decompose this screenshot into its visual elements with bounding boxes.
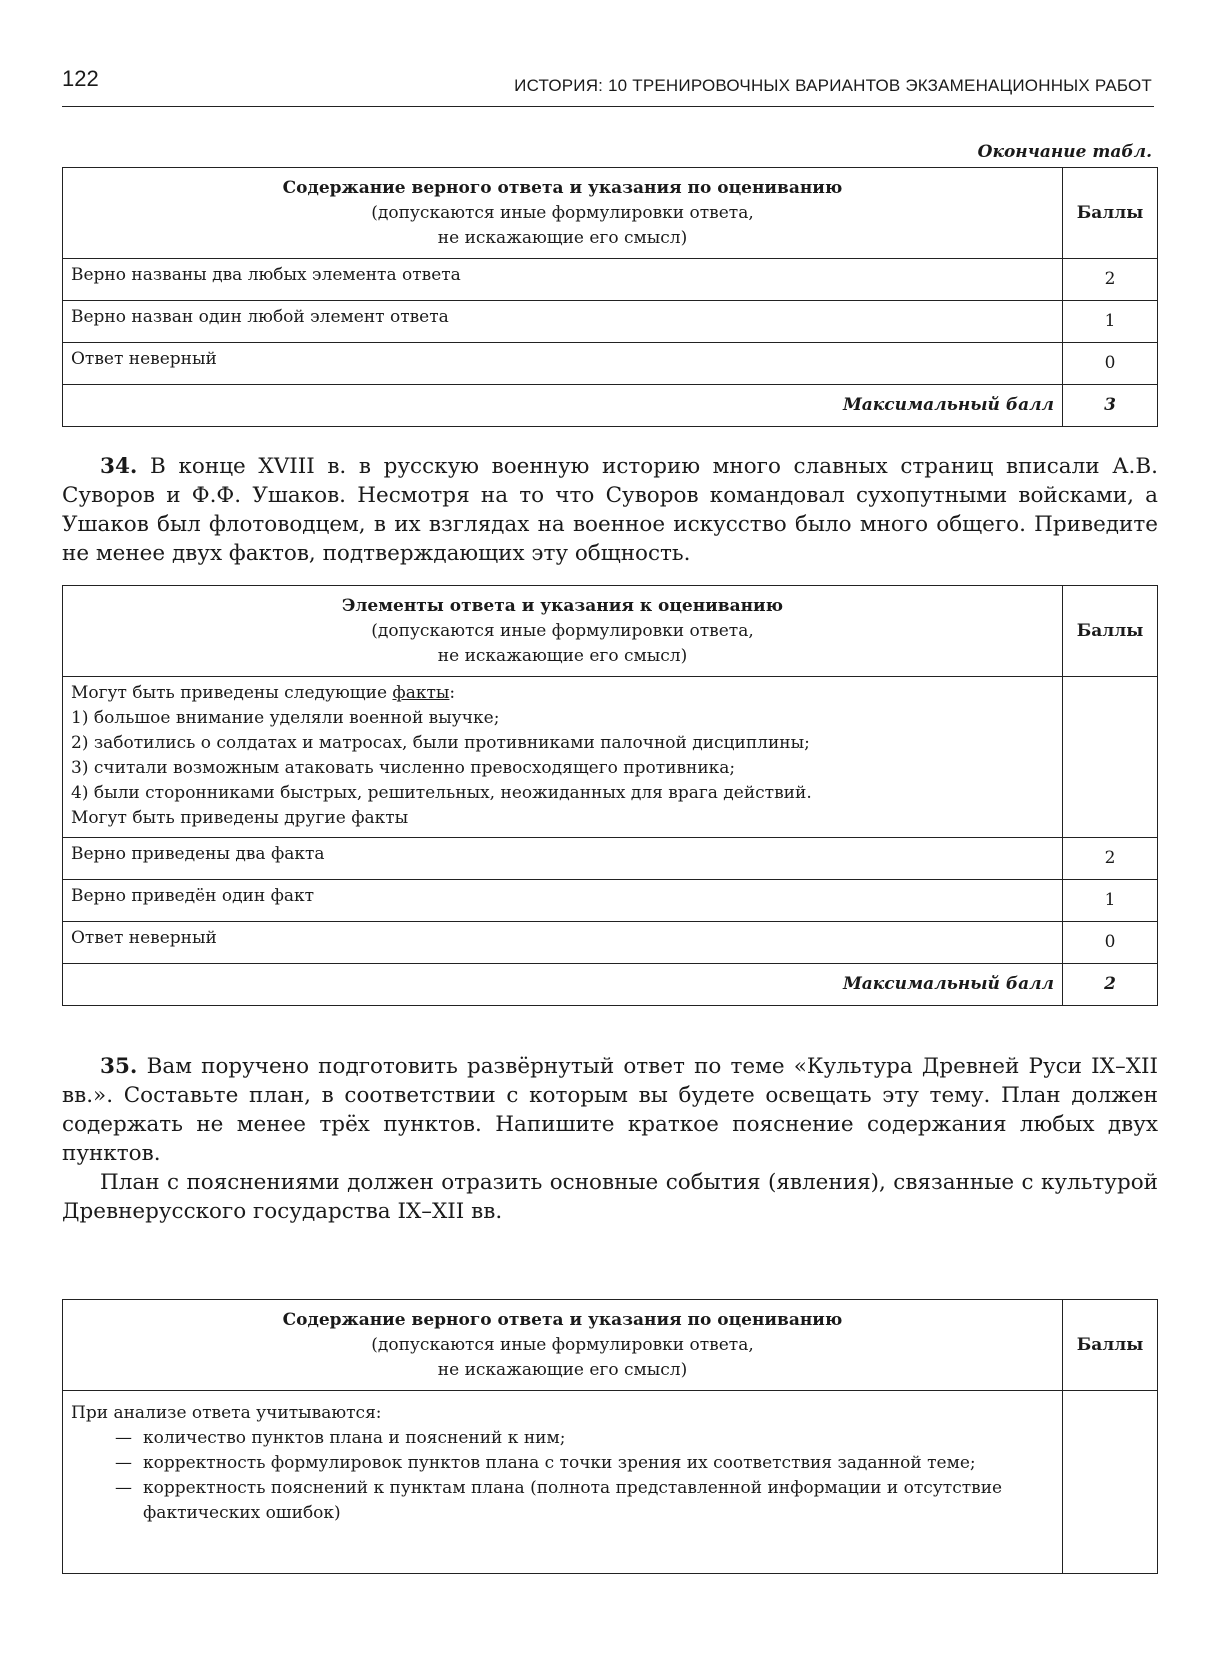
max-score-row — [63, 964, 1158, 1006]
answer-intro — [71, 681, 1054, 706]
header-line-1: Элементы ответа и указания к оцениванию — [341, 595, 784, 616]
points-cell-empty — [1063, 677, 1158, 838]
answer-elements-row — [63, 677, 1158, 838]
points-cell-empty — [1063, 1391, 1158, 1574]
answer-elements-cell — [63, 677, 1063, 838]
answer-outro: Могут быть приведены другие факты — [71, 808, 409, 828]
grading-table-33 — [62, 167, 1158, 427]
criteria-header — [63, 168, 1063, 259]
header-line-3: не искажающие его смысл) — [437, 227, 688, 248]
task-35-text-2: План с пояснениями должен отразить основные события (явления), связанные с культурой Древнерусского государства IX–XII вв. — [62, 1170, 1158, 1224]
points-header: Баллы — [1063, 168, 1158, 259]
max-score-label: Максимальный балл — [63, 385, 1063, 427]
table-row — [63, 301, 1158, 343]
answer-item: 4) были сторонниками быстрых, решительных, неожиданных для врага действий. — [71, 783, 812, 803]
list-item: — корректность пояснений к пунктам плана (полнота представленной информации и отсутствие фактических ошибок) — [115, 1476, 1054, 1526]
points-header: Баллы — [1063, 586, 1158, 677]
max-score-row — [63, 385, 1158, 427]
task-35 — [62, 1052, 1158, 1226]
points-cell: 0 — [1063, 922, 1158, 964]
points-cell: 2 — [1063, 838, 1158, 880]
grading-table-35 — [62, 1299, 1158, 1574]
analysis-list — [71, 1426, 1054, 1526]
criteria-header — [63, 1300, 1063, 1391]
task-number: 34. — [100, 454, 138, 479]
criterion-cell: Ответ неверный — [63, 922, 1063, 964]
points-header: Баллы — [1063, 1300, 1158, 1391]
intro-underlined: факты — [392, 683, 450, 703]
criteria-header — [63, 586, 1063, 677]
task-35-text — [62, 1052, 1158, 1168]
page-number: 122 — [62, 66, 99, 91]
running-title: ИСТОРИЯ: 10 ТРЕНИРОВОЧНЫХ ВАРИАНТОВ ЭКЗАМЕНАЦИОННЫХ РАБОТ — [514, 76, 1152, 95]
criterion-cell: Верно приведены два факта — [63, 838, 1063, 880]
table-row — [63, 922, 1158, 964]
header-line-1: Содержание верного ответа и указания по оцениванию — [282, 177, 843, 198]
criterion-cell: Ответ неверный — [63, 343, 1063, 385]
header-line-2: (допускаются иные формулировки ответа, — [371, 1334, 754, 1355]
answer-item: 2) заботились о солдатах и матросах, были противниками палочной дисциплины; — [71, 733, 810, 753]
analysis-intro: При анализе ответа учитываются: — [71, 1403, 382, 1423]
task-text: В конце XVIII в. в русскую военную историю много славных страниц вписали А.В. Суворов и Ф.Ф. Ушаков. Несмотря на то что Суворов командовал сухопутными войсками, а Ушаков был флотоводцем, в их взглядах на военное искусство было много общего. Приведите не менее двух фактов, подтверждающих эту общность. — [62, 454, 1158, 566]
points-cell: 1 — [1063, 880, 1158, 922]
header-line-3: не искажающие его смысл) — [437, 645, 688, 666]
header-divider — [62, 106, 1154, 107]
header-line-2: (допускаются иные формулировки ответа, — [371, 620, 754, 641]
criterion-cell: Верно названы два любых элемента ответа — [63, 259, 1063, 301]
table-row — [63, 880, 1158, 922]
max-score-value: 2 — [1063, 964, 1158, 1006]
table-row — [63, 838, 1158, 880]
analysis-cell — [63, 1391, 1063, 1574]
list-item: — количество пунктов плана и пояснений к ним; — [115, 1426, 1054, 1451]
table-row — [63, 259, 1158, 301]
table-header-row — [63, 586, 1158, 677]
task-34 — [62, 452, 1158, 568]
task-34-text — [62, 452, 1158, 568]
criterion-cell: Верно назван один любой элемент ответа — [63, 301, 1063, 343]
task-number: 35. — [100, 1054, 138, 1079]
table-header-row — [63, 168, 1158, 259]
intro-suffix: : — [449, 683, 456, 703]
criterion-cell: Верно приведён один факт — [63, 880, 1063, 922]
answer-item: 1) большое внимание уделяли военной выучке; — [71, 708, 500, 728]
header-line-3: не искажающие его смысл) — [437, 1359, 688, 1380]
points-cell: 2 — [1063, 259, 1158, 301]
max-score-label: Максимальный балл — [63, 964, 1063, 1006]
max-score-value: 3 — [1063, 385, 1158, 427]
analysis-row — [63, 1391, 1158, 1574]
list-item: — корректность формулировок пунктов плана с точки зрения их соответствия заданной теме; — [115, 1451, 1054, 1476]
table-header-row — [63, 1300, 1158, 1391]
header-line-1: Содержание верного ответа и указания по оцениванию — [282, 1309, 843, 1330]
task-text: Вам поручено подготовить развёрнутый ответ по теме «Культура Древней Руси IX–XII вв.». Составьте план, в соответствии с которым вы будете освещать эту тему. План должен содержать не менее трёх пунктов. Напишите краткое пояснение содержания любых двух пунктов. — [62, 1054, 1158, 1166]
table-row — [63, 343, 1158, 385]
intro-prefix: Могут быть приведены следующие — [71, 683, 393, 703]
points-cell: 1 — [1063, 301, 1158, 343]
grading-table-34 — [62, 585, 1158, 1006]
table-caption: Окончание табл. — [977, 142, 1152, 162]
header-line-2: (допускаются иные формулировки ответа, — [371, 202, 754, 223]
answer-item: 3) считали возможным атаковать численно превосходящего противника; — [71, 758, 736, 778]
points-cell: 0 — [1063, 343, 1158, 385]
